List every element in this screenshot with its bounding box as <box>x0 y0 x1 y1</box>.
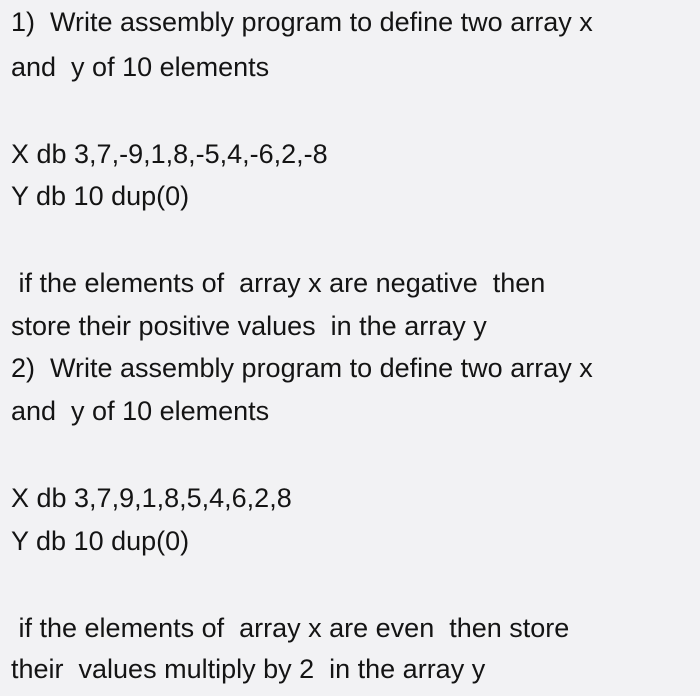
q2-condition-line-2: their values multiply by 2 in the array y <box>11 654 486 684</box>
q2-condition-line-1: if the elements of array x are even then store <box>11 613 570 643</box>
q2-prompt-line-1: 2) Write assembly program to define two array x <box>11 353 593 383</box>
q1-array-x-definition: X db 3,7,-9,1,8,-5,4,-6,2,-8 <box>11 139 328 169</box>
q1-prompt-line-2: and y of 10 elements <box>11 52 270 82</box>
q1-condition-line-1: if the elements of array x are negative then <box>11 268 546 298</box>
q2-array-x-definition: X db 3,7,9,1,8,5,4,6,2,8 <box>11 483 292 513</box>
q2-array-y-definition: Y db 10 dup(0) <box>11 526 190 556</box>
q2-prompt-line-2: and y of 10 elements <box>11 396 270 426</box>
q1-condition-line-2: store their positive values in the array y <box>11 311 487 341</box>
q1-array-y-definition: Y db 10 dup(0) <box>11 181 190 211</box>
q1-prompt-line-1: 1) Write assembly program to define two array x <box>11 7 593 37</box>
